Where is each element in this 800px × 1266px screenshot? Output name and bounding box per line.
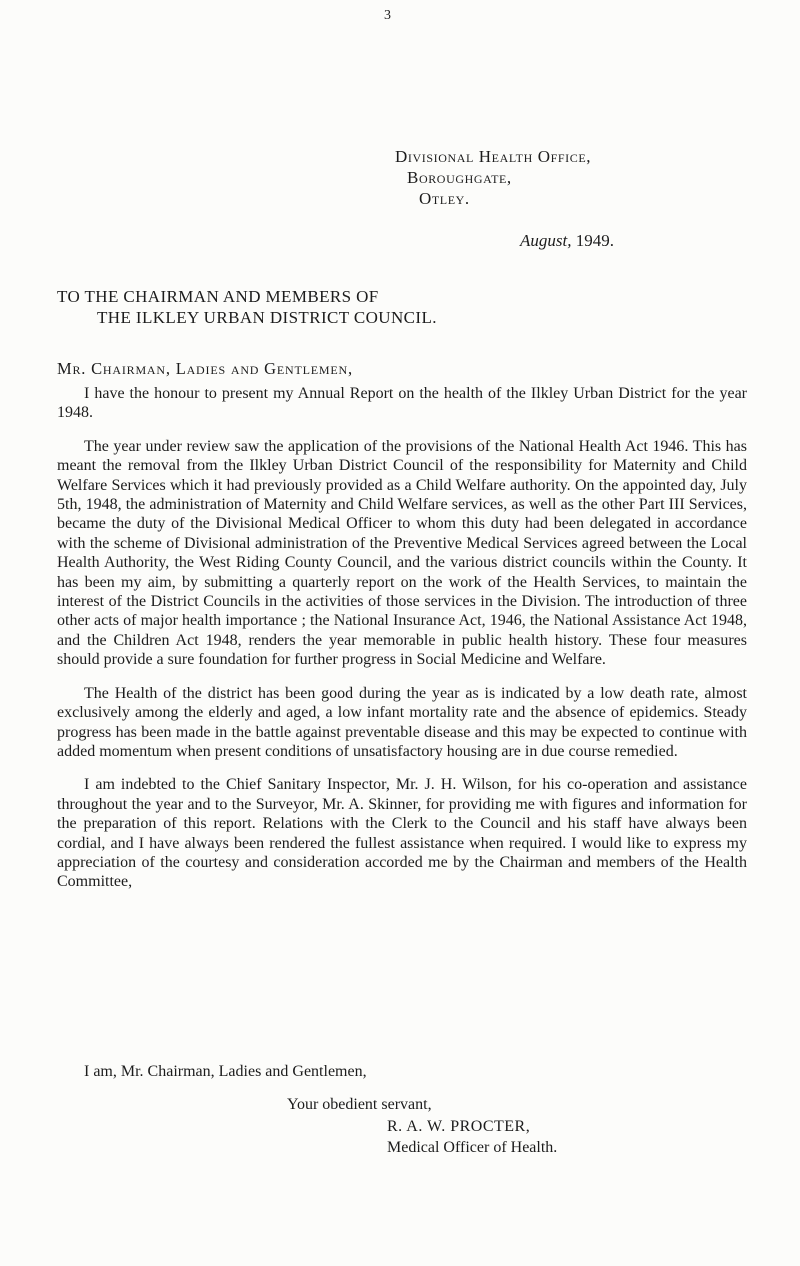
paragraph-health-act: The year under review saw the application of the provisions of the National Health Act 1946. This has meant the removal from the Ilkley Urban District Council of the responsibility for Maternity and Child Welfare Services which it had previously provided as a Child Welfare authority. On the appointed day, July 5th, 1948, the administration of Maternity and Child Welfare services, as well as the other Part III Services, became the duty of the Divisional Medical Officer to whom this duty had been delegated in accordance with the scheme of Divisional administration of the Preventive Medical Services agreed between the Local Health Authority, the West Riding County Council, and the various district councils within the County. It has been my aim, by submitting a quarterly report on the work of the Health Services, to maintain the interest of the District Councils in the activities of those services in the Division. The introduction of three other acts of major health importance ; the National Insurance Act, 1946, the National Assistance Act 1948, and the Children Act 1948, renders the year memorable in public health history. These four measures should provide a sure foundation for further progress in Social Medicine and Welfare. xyxy=(57,437,747,669)
signatory-name: R. A. W. PROCTER, xyxy=(387,1117,531,1135)
paragraph-intro: I have the honour to present my Annual Report on the health of the Ilkley Urban District for the year 1948. xyxy=(57,385,747,422)
signatory-title: Medical Officer of Health. xyxy=(387,1139,558,1156)
signoff-obedient-servant: Your obedient servant, xyxy=(287,1096,432,1113)
closing-line: I am, Mr. Chairman, Ladies and Gentlemen, xyxy=(84,1063,367,1080)
letter-body xyxy=(57,384,747,906)
signoff-block xyxy=(0,1094,800,1159)
recipient-line-2: THE ILKLEY URBAN DISTRICT COUNCIL. xyxy=(97,308,437,327)
address-line-town: Otley. xyxy=(419,189,470,208)
sender-address xyxy=(395,146,591,209)
recipient-line-1: TO THE CHAIRMAN AND MEMBERS OF xyxy=(57,287,379,306)
paragraph-acknowledgements: I am indebted to the Chief Sanitary Inspector, Mr. J. H. Wilson, for his co-operation and assistance throughout the year and to the Surveyor, Mr. A. Skinner, for providing me with figures and information for the preparation of this report. Relations with the Clerk to the Council and his staff have always been cordial, and I have always been rendered the fullest assistance when required. I would like to express my appreciation of the courtesy and consideration accorded me by the Chairman and members of the Health Committee, xyxy=(57,776,747,891)
address-line-office: Divisional Health Office, xyxy=(395,147,592,166)
page-number: 3 xyxy=(384,8,391,23)
recipient-block xyxy=(57,286,437,328)
date-month: August, xyxy=(520,231,572,250)
salutation: Mr. Chairman, Ladies and Gentlemen, xyxy=(57,359,353,378)
address-line-street: Boroughgate, xyxy=(407,168,512,187)
paragraph-district-health: The Health of the district has been good during the year as is indicated by a low death rate, almost exclusively among the elderly and aged, a low infant mortality rate and the absence of epidemics. Steady progress has been made in the battle against preventable disease and this may be expected to continue with added momentum when present conditions of unsatisfactory housing are in due course remedied. xyxy=(57,684,747,760)
date-year: 1949. xyxy=(575,231,614,250)
letter-date xyxy=(520,231,614,251)
